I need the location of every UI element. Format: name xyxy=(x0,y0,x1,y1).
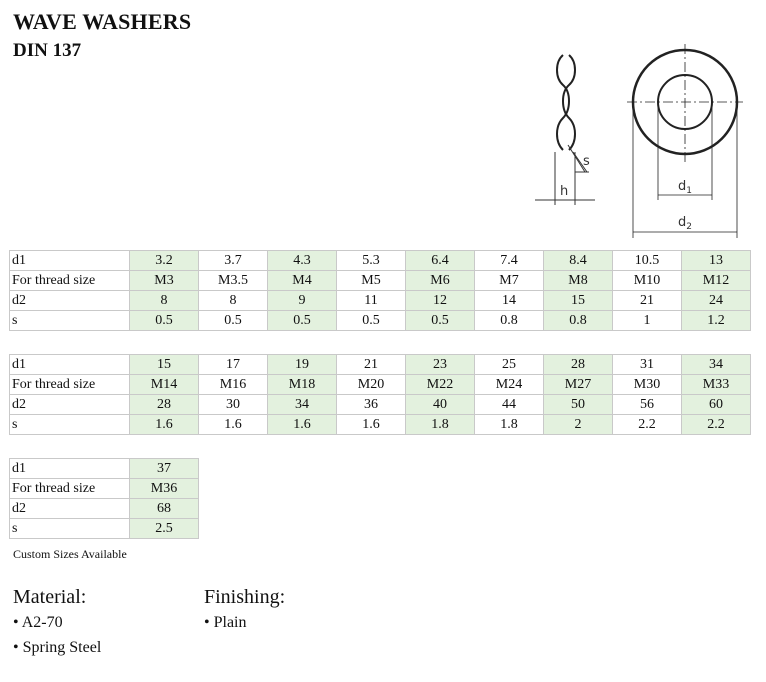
row-label: s xyxy=(10,415,130,435)
table-row-d1 xyxy=(10,251,751,271)
row-label: For thread size xyxy=(10,375,130,395)
row-label: d1 xyxy=(10,355,130,375)
table-cell: M6 xyxy=(406,271,475,291)
table-cell: 0.5 xyxy=(130,311,199,331)
page-title: WAVE WASHERS xyxy=(13,9,192,34)
row-label: d2 xyxy=(10,499,130,519)
label-d2: $d_2$ xyxy=(678,215,692,232)
table-cell: 11 xyxy=(337,291,406,311)
table-cell: M5 xyxy=(337,271,406,291)
table-cell: 28 xyxy=(130,395,199,415)
page-subtitle: DIN 137 xyxy=(13,40,82,61)
table-cell: 5.3 xyxy=(337,251,406,271)
table-cell: M24 xyxy=(475,375,544,395)
table-cell: 15 xyxy=(130,355,199,375)
table-cell: 0.5 xyxy=(199,311,268,331)
table-cell: 0.5 xyxy=(268,311,337,331)
table-cell: 1.6 xyxy=(130,415,199,435)
row-label: For thread size xyxy=(10,271,130,291)
table-cell: 2.5 xyxy=(130,519,199,539)
table-cell: 56 xyxy=(613,395,682,415)
table-row-thread xyxy=(10,479,199,499)
row-label: d2 xyxy=(10,395,130,415)
table-cell: 24 xyxy=(682,291,751,311)
table-cell: 0.5 xyxy=(406,311,475,331)
table-cell: 14 xyxy=(475,291,544,311)
table-cell: 1.2 xyxy=(682,311,751,331)
table-cell: M20 xyxy=(337,375,406,395)
table-row-d1 xyxy=(10,355,751,375)
table-cell: 9 xyxy=(268,291,337,311)
table-cell: 0.8 xyxy=(475,311,544,331)
table-cell: 68 xyxy=(130,499,199,519)
table-row-s xyxy=(10,519,199,539)
table-cell: 1.6 xyxy=(199,415,268,435)
table-cell: M14 xyxy=(130,375,199,395)
finishing-heading: Finishing: xyxy=(204,586,286,608)
material-heading: Material: xyxy=(13,586,87,608)
table-row-thread xyxy=(10,375,751,395)
table-row-d2 xyxy=(10,395,751,415)
table-cell: 1 xyxy=(613,311,682,331)
table-cell: 31 xyxy=(613,355,682,375)
table-cell: 30 xyxy=(199,395,268,415)
row-label: s xyxy=(10,519,130,539)
row-label: d2 xyxy=(10,291,130,311)
table-cell: 36 xyxy=(337,395,406,415)
table-cell: M3 xyxy=(130,271,199,291)
table-cell: 60 xyxy=(682,395,751,415)
table-cell: 12 xyxy=(406,291,475,311)
table-cell: 19 xyxy=(268,355,337,375)
size-table-2 xyxy=(9,354,751,435)
table-cell: M22 xyxy=(406,375,475,395)
table-cell: 3.7 xyxy=(199,251,268,271)
table-cell: 3.2 xyxy=(130,251,199,271)
table-cell: 44 xyxy=(475,395,544,415)
table-cell: M7 xyxy=(475,271,544,291)
table-cell: M3.5 xyxy=(199,271,268,291)
table-cell: M36 xyxy=(130,479,199,499)
size-table-1 xyxy=(9,250,751,331)
table-cell: 0.5 xyxy=(337,311,406,331)
table-cell: M16 xyxy=(199,375,268,395)
table-cell: 4.3 xyxy=(268,251,337,271)
table-cell: 34 xyxy=(268,395,337,415)
table-cell: 17 xyxy=(199,355,268,375)
table-cell: 2.2 xyxy=(613,415,682,435)
table-cell: 23 xyxy=(406,355,475,375)
table-cell: 7.4 xyxy=(475,251,544,271)
table-row-thread xyxy=(10,271,751,291)
row-label: d1 xyxy=(10,251,130,271)
table-cell: 8 xyxy=(130,291,199,311)
row-label: s xyxy=(10,311,130,331)
table-cell: 8 xyxy=(199,291,268,311)
table-cell: 1.8 xyxy=(475,415,544,435)
material-item: • A2-70 xyxy=(13,614,63,631)
table-cell: 1.6 xyxy=(337,415,406,435)
table-cell: 6.4 xyxy=(406,251,475,271)
custom-sizes-note: Custom Sizes Available xyxy=(13,547,127,561)
table-row-s xyxy=(10,415,751,435)
table-cell: M18 xyxy=(268,375,337,395)
table-cell: 21 xyxy=(613,291,682,311)
label-d1: $d_1$ xyxy=(678,179,692,196)
row-label: For thread size xyxy=(10,479,130,499)
table-cell: M27 xyxy=(544,375,613,395)
label-h: h xyxy=(560,184,569,199)
label-s: s xyxy=(583,154,590,169)
table-cell: M10 xyxy=(613,271,682,291)
size-table-3 xyxy=(9,458,199,539)
table-row-d1 xyxy=(10,459,199,479)
row-label: d1 xyxy=(10,459,130,479)
table-cell: 8.4 xyxy=(544,251,613,271)
table-row-d2 xyxy=(10,499,199,519)
table-row-s xyxy=(10,311,751,331)
table-cell: 37 xyxy=(130,459,199,479)
table-cell: 15 xyxy=(544,291,613,311)
table-cell: M33 xyxy=(682,375,751,395)
table-cell: 25 xyxy=(475,355,544,375)
table-cell: 10.5 xyxy=(613,251,682,271)
table-cell: 50 xyxy=(544,395,613,415)
washer-technical-drawing xyxy=(525,40,755,240)
washer-front-view xyxy=(627,44,743,238)
washer-side-view xyxy=(557,55,575,150)
finishing-item: • Plain xyxy=(204,614,247,631)
table-cell: 34 xyxy=(682,355,751,375)
table-cell: 40 xyxy=(406,395,475,415)
table-cell: M12 xyxy=(682,271,751,291)
table-cell: 28 xyxy=(544,355,613,375)
table-cell: 2 xyxy=(544,415,613,435)
table-cell: 21 xyxy=(337,355,406,375)
table-cell: 13 xyxy=(682,251,751,271)
table-cell: M30 xyxy=(613,375,682,395)
table-cell: M4 xyxy=(268,271,337,291)
table-cell: 2.2 xyxy=(682,415,751,435)
table-cell: 0.8 xyxy=(544,311,613,331)
table-row-d2 xyxy=(10,291,751,311)
table-cell: 1.6 xyxy=(268,415,337,435)
table-cell: 1.8 xyxy=(406,415,475,435)
table-cell: M8 xyxy=(544,271,613,291)
material-item: • Spring Steel xyxy=(13,639,102,656)
